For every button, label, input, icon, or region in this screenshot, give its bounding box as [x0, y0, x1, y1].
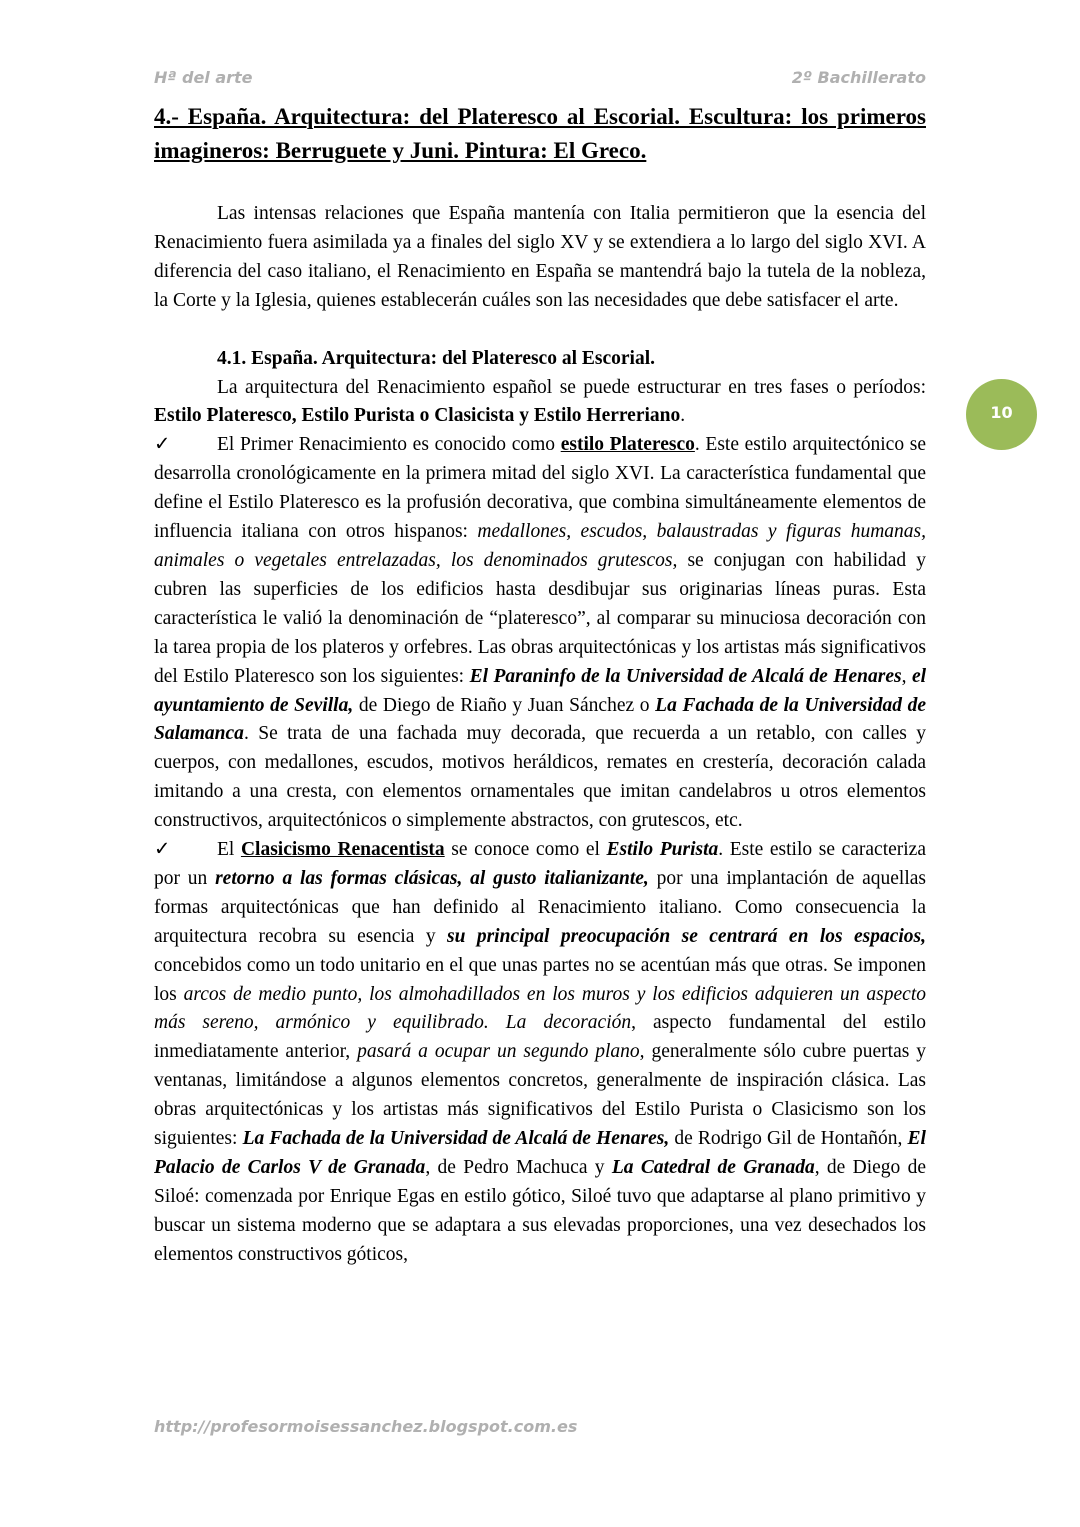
checkmark-icon: ✓ [154, 839, 171, 861]
plateresco-paragraph: ✓ El Primer Renacimiento es conocido como estilo Plateresco. Este estilo arquitectónico se desarrolla cronológicamente en la primera mitad del siglo XVI. La característica fundamental que define el Estilo Plateresco es la profusión decorativa, que combina simultáneamente elementos de influencia italiana con otros hispanos: medallones, escudos, balaustradas y figuras humanas, animales o vegetales entrelazadas, los denominados grutescos, se conjugan con habilidad y cubren las superficies de los edificios hasta desdibujar sus originarias líneas puras. Esta característica le valió la denominación de “plateresco”, al comparar su minuciosa decoración con la tarea propia de los plateros y orfebres. Las obras arquitectónicas y los artistas más significativos del Estilo Plateresco son los siguientes: El Paraninfo de la Universidad de Alcalá de Henares, el ayuntamiento de Sevilla, de Diego de Riaño y Juan Sánchez o La Fachada de la Universidad de Salamanca. Se trata de una fachada muy decorada, que recuerda a un retablo, con calles y cuerpos, con medallones, escudos, motivos heráldicos, remates en crestería, decoración calada imitando a una cresta, con elementos ornamentales que imitan candelabros u otros elementos constructivos, arquitectónicos o simplemente abstractos, con grutescos, etc. [154, 431, 926, 836]
header-subject: Hª del arte [154, 68, 253, 87]
header-course: 2º Bachillerato [791, 68, 926, 87]
page-number-badge: 10 [966, 379, 1037, 450]
intro-paragraph: Las intensas relaciones que España mantenía con Italia permitieron que la esencia del Renacimiento fuera asimilada ya a finales del siglo XV y se extendiera a lo largo del siglo XVI. A diferencia del caso italiano, el Renacimiento en España se mantendrá bajo la tutela de la nobleza, la Corte y la Iglesia, quienes establecerán cuáles son las necesidades que debe satisfacer el arte. [154, 203, 926, 311]
page-title: 4.- España. Arquitectura: del Plateresco al Escorial. Escultura: los primeros imagineros: Berruguete y Juni. Pintura: El Greco. [154, 104, 926, 163]
section-paragraph: La arquitectura del Renacimiento español se puede estructurar en tres fases o períodos: Estilo Plateresco, Estilo Purista o Clasicista y Estilo Herreriano. [154, 376, 926, 427]
document-body [154, 200, 926, 1270]
section-heading: 4.1. España. Arquitectura: del Plateresco al Escorial. [217, 347, 655, 369]
purista-paragraph: ✓ El Clasicismo Renacentista se conoce como el Estilo Purista. Este estilo se caracteriza por un retorno a las formas clásicas, al gusto italianizante, por una implantación de aquellas formas arquitectónicas que han definido al Renacimiento italiano. Como consecuencia la arquitectura recobra su esencia y su principal preocupación se centrará en los espacios, concebidos como un todo unitario en el que unas partes no se acentúan más que otras. Se imponen los arcos de medio punto, los almohadillados en los muros y los edificios adquieren un aspecto más sereno, armónico y equilibrado. La decoración, aspecto fundamental del estilo inmediatamente anterior, pasará a ocupar un segundo plano, generalmente sólo cubre puertas y ventanas, limitándose a algunos elementos concretos, generalmente de inspiración clásica. Las obras arquitectónicas y los artistas más significativos del Estilo Purista o Clasicismo son los siguientes: La Fachada de la Universidad de Alcalá de Henares, de Rodrigo Gil de Hontañón, El Palacio de Carlos V de Granada, de Pedro Machuca y La Catedral de Granada, de Diego de Siloé: comenzada por Enrique Egas en estilo gótico, Siloé tuvo que adaptarse al plano primitivo y buscar un sistema moderno que se adaptara a sus elevadas proporciones, una vez desechados los elementos constructivos góticos, [154, 836, 926, 1270]
checkmark-icon: ✓ [154, 434, 171, 456]
footer-url: http://profesormoisessanchez.blogspot.com.es [154, 1417, 578, 1436]
